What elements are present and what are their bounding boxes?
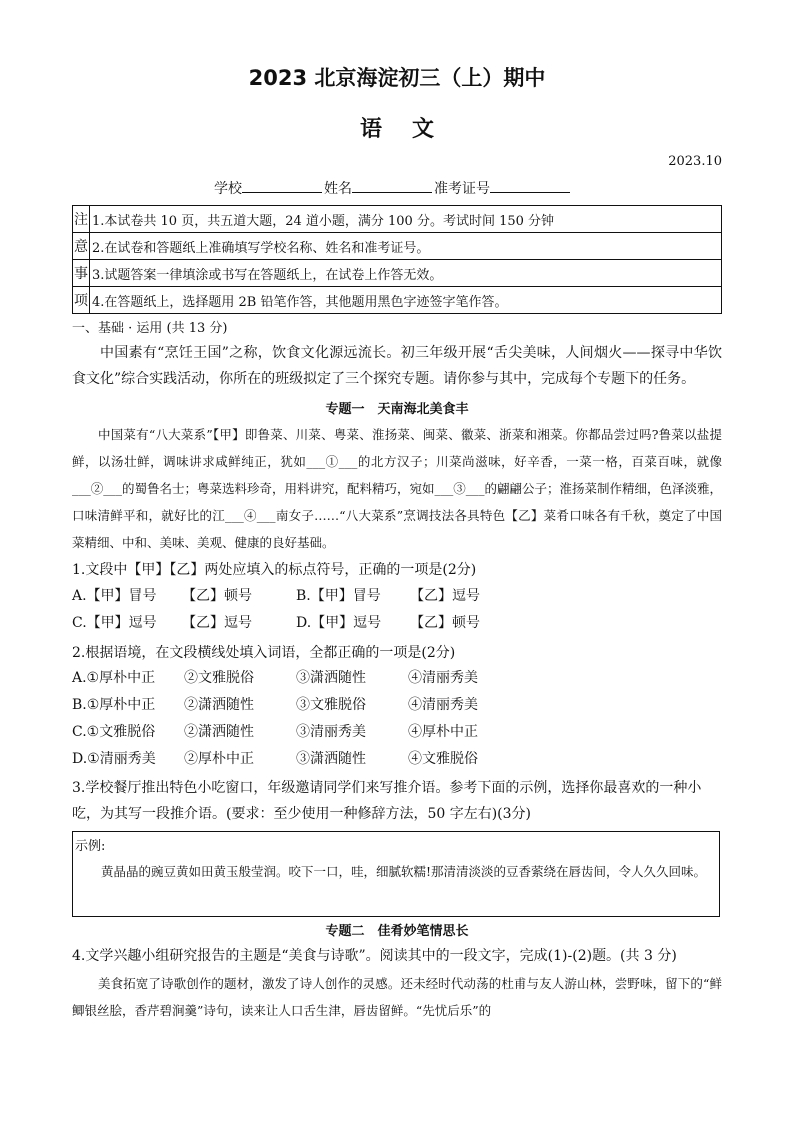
notice-item: 1.本试卷共 10 页，共五道大题，24 道小题，满分 100 分。考试时间 150 分钟 <box>90 206 722 233</box>
exam-id-label: 准考证号 <box>434 181 490 197</box>
section-heading: 一、基础 · 运用 (共 13 分) <box>72 321 228 336</box>
q1-option-b-b: 【乙】逗号 <box>410 588 480 604</box>
name-label: 姓名 <box>324 181 352 197</box>
notice-table <box>72 205 722 314</box>
notice-side-char: 项 <box>73 287 90 314</box>
q1-options-row2 <box>72 612 480 632</box>
q1-option-b[interactable]: B.【甲】冒号 <box>296 588 381 604</box>
q2-b-3: ③文雅脱俗 <box>296 697 366 713</box>
topic-two-heading: 专题二 佳肴妙笔情思长 <box>325 924 469 939</box>
notice-side-char: 意 <box>73 233 90 260</box>
q2-c-4: ④厚朴中正 <box>408 724 478 740</box>
q1-option-d[interactable]: D.【甲】逗号 <box>296 615 382 631</box>
q1-option-c[interactable]: C.【甲】逗号 <box>72 615 157 631</box>
notice-item: 4.在答题纸上，选择题用 2B 铅笔作答，其他题用黑色字迹签字笔作答。 <box>90 287 722 314</box>
question-2: 2.根据语境，在文段横线处填入词语，全都正确的一项是(2分) <box>72 645 456 661</box>
section-intro: 中国素有“烹饪王国”之称，饮食文化源远流长。初三年级开展“舌尖美味，人间烟火——探寻中华饮食文化”综合实践活动，你所在的班级拟定了三个探究专题。请你参与其中，完成每个专题下的任务。 <box>72 345 722 387</box>
question-4: 4.文学兴趣小组研究报告的主题是“美食与诗歌”。阅读其中的一段文字，完成(1)-(2)题。(共 3 分) <box>72 948 677 964</box>
q2-b-4: ④清丽秀美 <box>408 697 478 713</box>
notice-item: 2.在试卷和答题纸上准确填写学校名称、姓名和准考证号。 <box>90 233 722 260</box>
question-3: 3.学校餐厅推出特色小吃窗口，年级邀请同学们来写推介语。参考下面的示例，选择你最喜欢的一种小吃，为其写一段推介语。(要求：至少使用一种修辞方法，50 字左右)(3分) <box>72 780 702 822</box>
q2-b-1: B.①厚朴中正 <box>72 697 156 713</box>
q2-c-1: C.①文雅脱俗 <box>72 724 156 740</box>
subject-title: 语文 <box>359 116 464 142</box>
notice-side-char: 事 <box>73 260 90 287</box>
q2-a-1: A.①厚朴中正 <box>72 670 156 686</box>
q2-a-2: ②文雅脱俗 <box>184 670 254 686</box>
example-label: 示例: <box>75 839 106 854</box>
q2-c-2: ②潇洒随性 <box>184 724 254 740</box>
q1-option-a[interactable]: A.【甲】冒号 <box>72 588 157 604</box>
example-box <box>72 831 720 917</box>
q2-a-3: ③潇洒随性 <box>296 670 366 686</box>
example-text: 黄晶晶的豌豆黄如田黄玉般莹润。咬下一口，哇，细腻软糯!那清清淡淡的豆香萦绕在唇齿间，令人久久回味。 <box>101 864 707 879</box>
q2-a-4: ④清丽秀美 <box>408 670 478 686</box>
notice-side-char: 注 <box>73 206 90 233</box>
exam-date: 2023.10 <box>668 154 722 169</box>
q2-d-1: D.①清丽秀美 <box>72 751 156 767</box>
q2-d-2: ②厚朴中正 <box>184 751 254 767</box>
q2-option-b[interactable] <box>72 694 478 714</box>
name-blank[interactable] <box>352 178 432 193</box>
q1-option-a-b: 【乙】顿号 <box>182 588 252 604</box>
student-info-line <box>214 178 572 198</box>
exam-id-blank[interactable] <box>490 178 570 193</box>
topic-one-heading: 专题一 天南海北美食丰 <box>325 402 469 417</box>
notice-item: 3.试题答案一律填涂或书写在答题纸上，在试卷上作答无效。 <box>90 260 722 287</box>
school-label: 学校 <box>214 181 242 197</box>
passage-two: 美食拓宽了诗歌创作的题材，激发了诗人创作的灵感。还未经时代动荡的杜甫与友人游山林，尝野味，留下的“鲜鲫银丝脍，香芹碧涧羹”诗句，读来让人口舌生津，唇齿留鲜。“先忧后乐”的 <box>72 976 722 1018</box>
q2-option-d[interactable] <box>72 748 478 768</box>
q2-option-c[interactable] <box>72 721 478 741</box>
q1-option-c-b: 【乙】逗号 <box>182 615 252 631</box>
passage-one: 中国菜有“八大菜系”【甲】即鲁菜、川菜、粤菜、淮扬菜、闽菜、徽菜、浙菜和湘菜。你都品尝过吗?鲁菜以盐提鲜，以汤壮鲜，调味讲求咸鲜纯正，犹如___①___的北方汉子；川菜尚滋味，好辛香，一菜一格，百菜百味，就像___②___的蜀鲁名士；粤菜选料珍奇，用料讲究，配料精巧，宛如___③___的翩翩公子；淮扬菜制作精细，色泽淡雅，口味清鲜平和，就好比的江___④___南女子……“八大菜系”烹调技法各具特色【乙】菜肴口味各有千秋，奠定了中国菜精细、中和、美味、美观、健康的良好基础。 <box>72 427 723 550</box>
q1-options-row1 <box>72 585 480 605</box>
question-1: 1.文段中【甲】【乙】两处应填入的标点符号，正确的一项是(2分) <box>72 562 477 578</box>
q2-c-3: ③清丽秀美 <box>296 724 366 740</box>
q2-d-4: ④文雅脱俗 <box>408 751 478 767</box>
exam-title: 2023 北京海淀初三（上）期中 <box>248 66 546 90</box>
q1-option-d-b: 【乙】顿号 <box>410 615 480 631</box>
q2-option-a[interactable] <box>72 667 478 687</box>
q2-d-3: ③潇洒随性 <box>296 751 366 767</box>
school-blank[interactable] <box>242 178 322 193</box>
q2-b-2: ②潇洒随性 <box>184 697 254 713</box>
